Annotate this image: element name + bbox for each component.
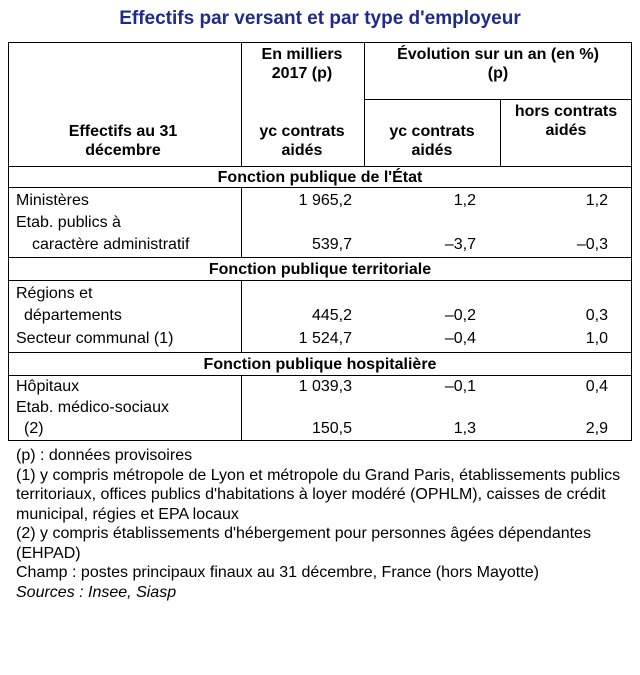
row-label: départements (24, 307, 122, 324)
section-title: Fonction publique territoriale (208, 261, 432, 278)
rule-col2 (364, 42, 365, 167)
cell-value: 1 039,3 (298, 378, 352, 395)
rule-right (631, 42, 632, 441)
row-label: (2) (24, 420, 44, 437)
cell-value: 1,2 (585, 192, 608, 209)
header-thousands: En milliers 2017 (p) (261, 46, 343, 82)
cell-value: 2,9 (585, 420, 608, 437)
rule-section-1 (8, 187, 632, 188)
cell-value: 539,7 (311, 236, 352, 253)
header-row-label: Effectifs au 31 décembre (68, 123, 178, 159)
rule-col1-s2 (241, 280, 242, 353)
rule-section-3 (8, 375, 632, 376)
rule-evolution (364, 99, 632, 100)
cell-value: 1 965,2 (298, 192, 352, 209)
rule-header (8, 166, 632, 167)
table-notes (16, 446, 626, 602)
note-1: (1) y compris métropole de Lyon et métropole du Grand Paris, établissements publics territoriaux, offices publics d'habitations à loyer modéré (OPHLM), caisses de crédit municipal, régies et EPA locaux (16, 466, 621, 523)
rule-col1 (241, 42, 242, 167)
row-label: Etab. publics à (16, 214, 121, 231)
header-col1-sub: yc contrats aidés (259, 123, 345, 159)
data-table (8, 42, 632, 440)
cell-value: 1,0 (585, 330, 608, 347)
rule-col1-s1 (241, 187, 242, 258)
row-label: Ministères (16, 192, 89, 209)
cell-value: 1 524,7 (298, 330, 352, 347)
rule-section-2 (8, 280, 632, 281)
note-sources: Sources : Insee, Siasp (16, 583, 177, 601)
cell-value: –0,3 (576, 236, 608, 253)
rule-col1-s3 (241, 375, 242, 441)
note-2: (2) y compris établissements d'hébergement pour personnes âgées dépendantes (EHPAD) (16, 525, 591, 562)
rule-section-3-top (8, 352, 632, 353)
cell-value: 150,5 (311, 420, 352, 437)
cell-value: –3,7 (444, 236, 476, 253)
cell-value: 1,3 (453, 420, 476, 437)
header-col3-sub: hors contrats aidés (514, 103, 618, 139)
note-provisional: (p) : données provisoires (16, 447, 193, 464)
rule-bottom (8, 440, 632, 441)
cell-value: 0,3 (585, 307, 608, 324)
note-scope: Champ : postes principaux finaux au 31 décembre, France (hors Mayotte) (16, 564, 539, 581)
section-title: Fonction publique hospitalière (203, 356, 437, 373)
cell-value: –0,1 (444, 378, 476, 395)
rule-section-2-top (8, 257, 632, 258)
rule-left (8, 42, 9, 441)
row-label: Régions et (16, 285, 93, 302)
cell-value: 445,2 (311, 307, 352, 324)
row-label: Secteur communal (1) (16, 330, 174, 347)
cell-value: –0,4 (444, 330, 476, 347)
row-label: Etab. médico-sociaux (16, 399, 169, 416)
cell-value: 1,2 (453, 192, 476, 209)
cell-value: 0,4 (585, 378, 608, 395)
header-col2-sub: yc contrats aidés (389, 123, 475, 159)
cell-value: –0,2 (444, 307, 476, 324)
row-label: caractère administratif (32, 236, 190, 253)
table-title: Effectifs par versant et par type d'employeur (119, 8, 521, 29)
rule-top (8, 42, 632, 43)
rule-col3 (500, 99, 501, 167)
header-evolution: Évolution sur un an (en %) (p) (397, 46, 599, 82)
section-title: Fonction publique de l'État (217, 169, 423, 186)
row-label: Hôpitaux (16, 378, 80, 395)
